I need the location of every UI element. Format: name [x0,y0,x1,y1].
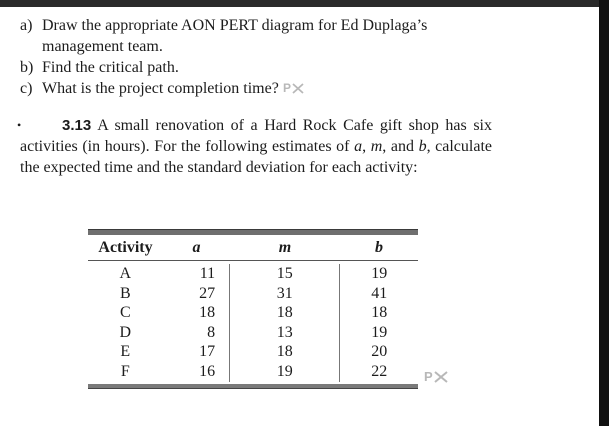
m-cell: 15 [276,265,293,282]
question-letter: c) [20,80,33,97]
table-body [88,261,418,384]
header-a: a [192,238,201,256]
b-cell: 22 [371,362,388,380]
header-m: m [278,238,292,256]
svg-text:P: P [424,369,433,383]
table-bottom-rule [88,384,418,389]
problem-text-2: , calculate the expected time and the standard deviation for each activity: [20,138,493,176]
question-text: Draw the appropriate AON PERT diagram for Ed Duplaga’s management team. [42,17,428,55]
question-text: What is the project completion time? [42,80,279,97]
a-cell: 11 [199,265,216,282]
b-column [340,264,418,382]
m-cell: 31 [276,284,293,302]
b-cell: 19 [371,265,388,282]
var-b: b [418,138,427,155]
header-b: b [375,238,383,256]
activity-cell: E [120,343,131,361]
activity-column [88,264,163,382]
a-cell: 27 [199,284,216,302]
var-m: m [370,138,383,155]
activity-cell: F [120,362,130,380]
m-column [229,264,340,382]
b-cell: 18 [371,304,388,322]
question-letter: a) [20,17,33,34]
a-cell: 16 [199,362,216,380]
problem-number: 3.13 [62,117,92,134]
problem-text-1: A small renovation of a Hard Rock Cafe gift shop has six activities (in hours). For the following estimates of [20,117,492,155]
m-cell: 18 [276,343,293,361]
and-text: , and [382,138,419,155]
b-cell: 41 [371,284,388,302]
m-cell: 13 [276,323,293,341]
comma: , [362,138,371,155]
question-text-wrap [42,78,502,100]
question-text: Find the critical path. [42,59,179,76]
var-a: a [354,138,363,155]
activity-cell: B [119,284,131,302]
question-list [20,15,502,100]
a-cell: 8 [207,323,216,341]
scan-right-edge [599,0,609,426]
m-cell: 18 [276,304,293,322]
textbook-page [0,7,599,426]
svg-text:P: P [282,81,291,94]
question-item [20,78,502,100]
px-icon [283,79,307,100]
b-cell: 20 [371,343,388,361]
activity-cell: C [119,304,131,322]
activity-cell: A [119,265,132,282]
a-column [163,264,230,382]
b-cell: 19 [371,323,388,341]
table-header [88,235,418,260]
estimates-table [88,229,418,389]
question-letter: b) [20,59,34,76]
header-activity: Activity [98,238,153,256]
px-icon [424,369,452,388]
bullet: • [17,118,22,132]
m-cell: 19 [276,362,293,380]
scan-top-edge [0,0,609,7]
question-item [20,57,502,78]
question-item [20,15,502,57]
a-cell: 17 [199,343,216,361]
a-cell: 18 [199,304,216,322]
activity-cell: D [119,323,132,341]
problem-3-13 [17,115,493,178]
